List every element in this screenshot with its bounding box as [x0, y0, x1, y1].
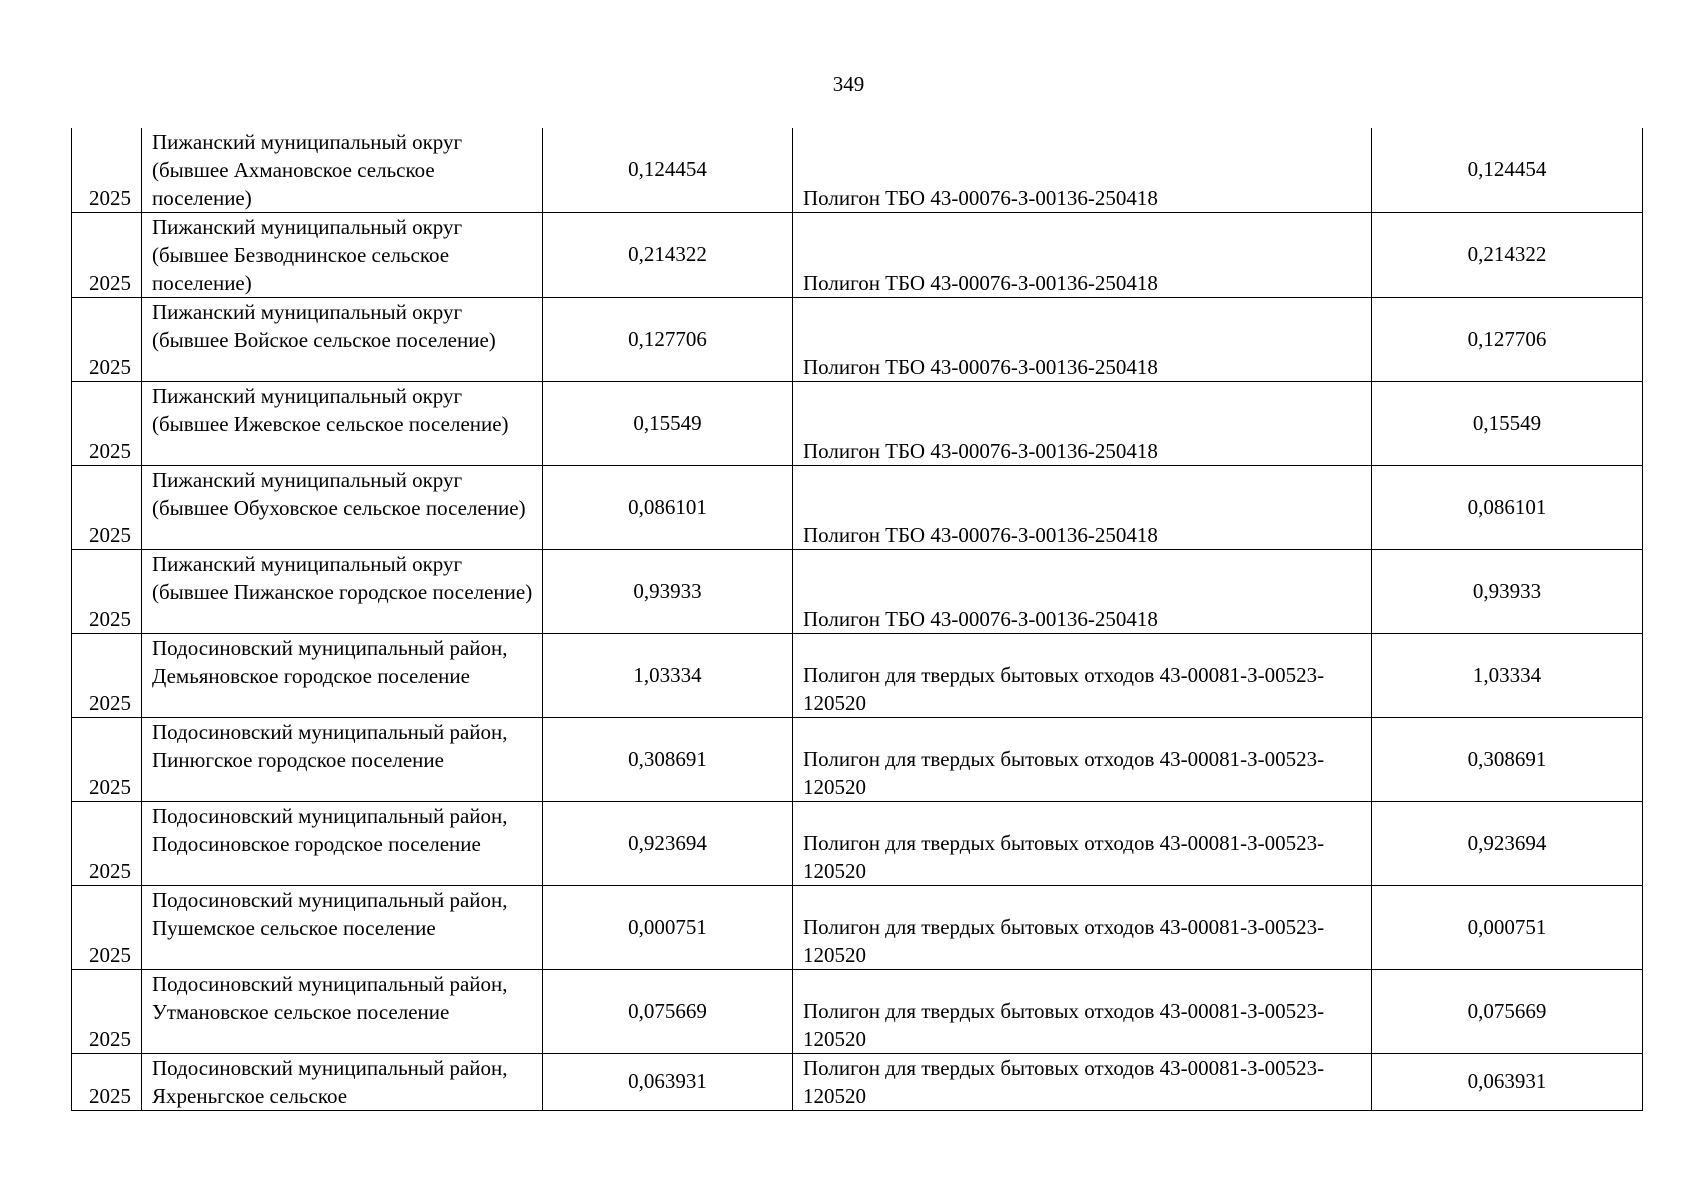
disposal-facility-cell: Полигон для твердых бытовых отходов 43-00081-З-00523-120520: [793, 718, 1372, 802]
volume-total-cell: 0,923694: [1372, 802, 1643, 886]
table-row: [72, 298, 1643, 382]
volume-cell: 1,03334: [543, 634, 793, 718]
volume-total-cell: 0,214322: [1372, 213, 1643, 298]
year-cell: 2025: [72, 718, 142, 802]
disposal-facility-cell: Полигон ТБО 43-00076-З-00136-250418: [793, 382, 1372, 466]
volume-total-cell: 0,308691: [1372, 718, 1643, 802]
volume-total-cell: 0,93933: [1372, 550, 1643, 634]
volume-total-cell: 0,086101: [1372, 466, 1643, 550]
municipality-cell: Пижанский муниципальный округ (бывшее Войское сельское поселение): [142, 298, 543, 382]
volume-total-cell: 0,127706: [1372, 298, 1643, 382]
year-cell: 2025: [72, 886, 142, 970]
volume-total-cell: 0,15549: [1372, 382, 1643, 466]
disposal-facility-cell: Полигон для твердых бытовых отходов 43-00081-З-00523-120520: [793, 1054, 1372, 1111]
table-row: [72, 970, 1643, 1054]
volume-total-cell: 0,124454: [1372, 128, 1643, 213]
table-row: [72, 886, 1643, 970]
municipality-cell: Пижанский муниципальный округ (бывшее Ахмановское сельское поселение): [142, 128, 543, 213]
volume-cell: 0,000751: [543, 886, 793, 970]
disposal-facility-cell: Полигон ТБО 43-00076-З-00136-250418: [793, 298, 1372, 382]
municipality-cell: Подосиновский муниципальный район, Пинюгское городское поселение: [142, 718, 543, 802]
year-cell: 2025: [72, 298, 142, 382]
municipality-cell: Подосиновский муниципальный район, Подосиновское городское поселение: [142, 802, 543, 886]
volume-cell: 0,063931: [543, 1054, 793, 1111]
municipality-cell: Пижанский муниципальный округ (бывшее Ижевское сельское поселение): [142, 382, 543, 466]
volume-cell: 0,086101: [543, 466, 793, 550]
year-cell: 2025: [72, 802, 142, 886]
volume-total-cell: 0,063931: [1372, 1054, 1643, 1111]
waste-volume-table: [71, 128, 1643, 1111]
disposal-facility-cell: Полигон для твердых бытовых отходов 43-00081-З-00523-120520: [793, 886, 1372, 970]
year-cell: 2025: [72, 970, 142, 1054]
year-cell: 2025: [72, 634, 142, 718]
volume-cell: 0,127706: [543, 298, 793, 382]
disposal-facility-cell: Полигон для твердых бытовых отходов 43-00081-З-00523-120520: [793, 970, 1372, 1054]
municipality-cell: Подосиновский муниципальный район, Яхреньгское сельское: [142, 1054, 543, 1111]
volume-cell: 0,075669: [543, 970, 793, 1054]
volume-cell: 0,93933: [543, 550, 793, 634]
volume-cell: 0,214322: [543, 213, 793, 298]
volume-cell: 0,124454: [543, 128, 793, 213]
volume-total-cell: 0,075669: [1372, 970, 1643, 1054]
municipality-cell: Подосиновский муниципальный район, Пушемское сельское поселение: [142, 886, 543, 970]
table-row: [72, 634, 1643, 718]
table-body: [72, 128, 1643, 1111]
year-cell: 2025: [72, 466, 142, 550]
volume-cell: 0,15549: [543, 382, 793, 466]
disposal-facility-cell: Полигон для твердых бытовых отходов 43-00081-З-00523-120520: [793, 802, 1372, 886]
table-row: [72, 466, 1643, 550]
volume-cell: 0,923694: [543, 802, 793, 886]
disposal-facility-cell: Полигон для твердых бытовых отходов 43-00081-З-00523-120520: [793, 634, 1372, 718]
year-cell: 2025: [72, 382, 142, 466]
year-cell: 2025: [72, 550, 142, 634]
table-row: [72, 718, 1643, 802]
table-row: [72, 550, 1643, 634]
municipality-cell: Пижанский муниципальный округ (бывшее Безводнинское сельское поселение): [142, 213, 543, 298]
municipality-cell: Пижанский муниципальный округ (бывшее Пижанское городское поселение): [142, 550, 543, 634]
volume-cell: 0,308691: [543, 718, 793, 802]
page-number: 349: [832, 72, 865, 96]
disposal-facility-cell: Полигон ТБО 43-00076-З-00136-250418: [793, 466, 1372, 550]
volume-total-cell: 0,000751: [1372, 886, 1643, 970]
disposal-facility-cell: Полигон ТБО 43-00076-З-00136-250418: [793, 128, 1372, 213]
table-row: [72, 128, 1643, 213]
disposal-facility-cell: Полигон ТБО 43-00076-З-00136-250418: [793, 550, 1372, 634]
year-cell: 2025: [72, 1054, 142, 1111]
municipality-cell: Подосиновский муниципальный район, Демьяновское городское поселение: [142, 634, 543, 718]
volume-total-cell: 1,03334: [1372, 634, 1643, 718]
table-row: [72, 1054, 1643, 1111]
table-row: [72, 382, 1643, 466]
municipality-cell: Пижанский муниципальный округ (бывшее Обуховское сельское поселение): [142, 466, 543, 550]
disposal-facility-cell: Полигон ТБО 43-00076-З-00136-250418: [793, 213, 1372, 298]
municipality-cell: Подосиновский муниципальный район, Утмановское сельское поселение: [142, 970, 543, 1054]
table-row: [72, 802, 1643, 886]
year-cell: 2025: [72, 213, 142, 298]
year-cell: 2025: [72, 128, 142, 213]
table-row: [72, 213, 1643, 298]
